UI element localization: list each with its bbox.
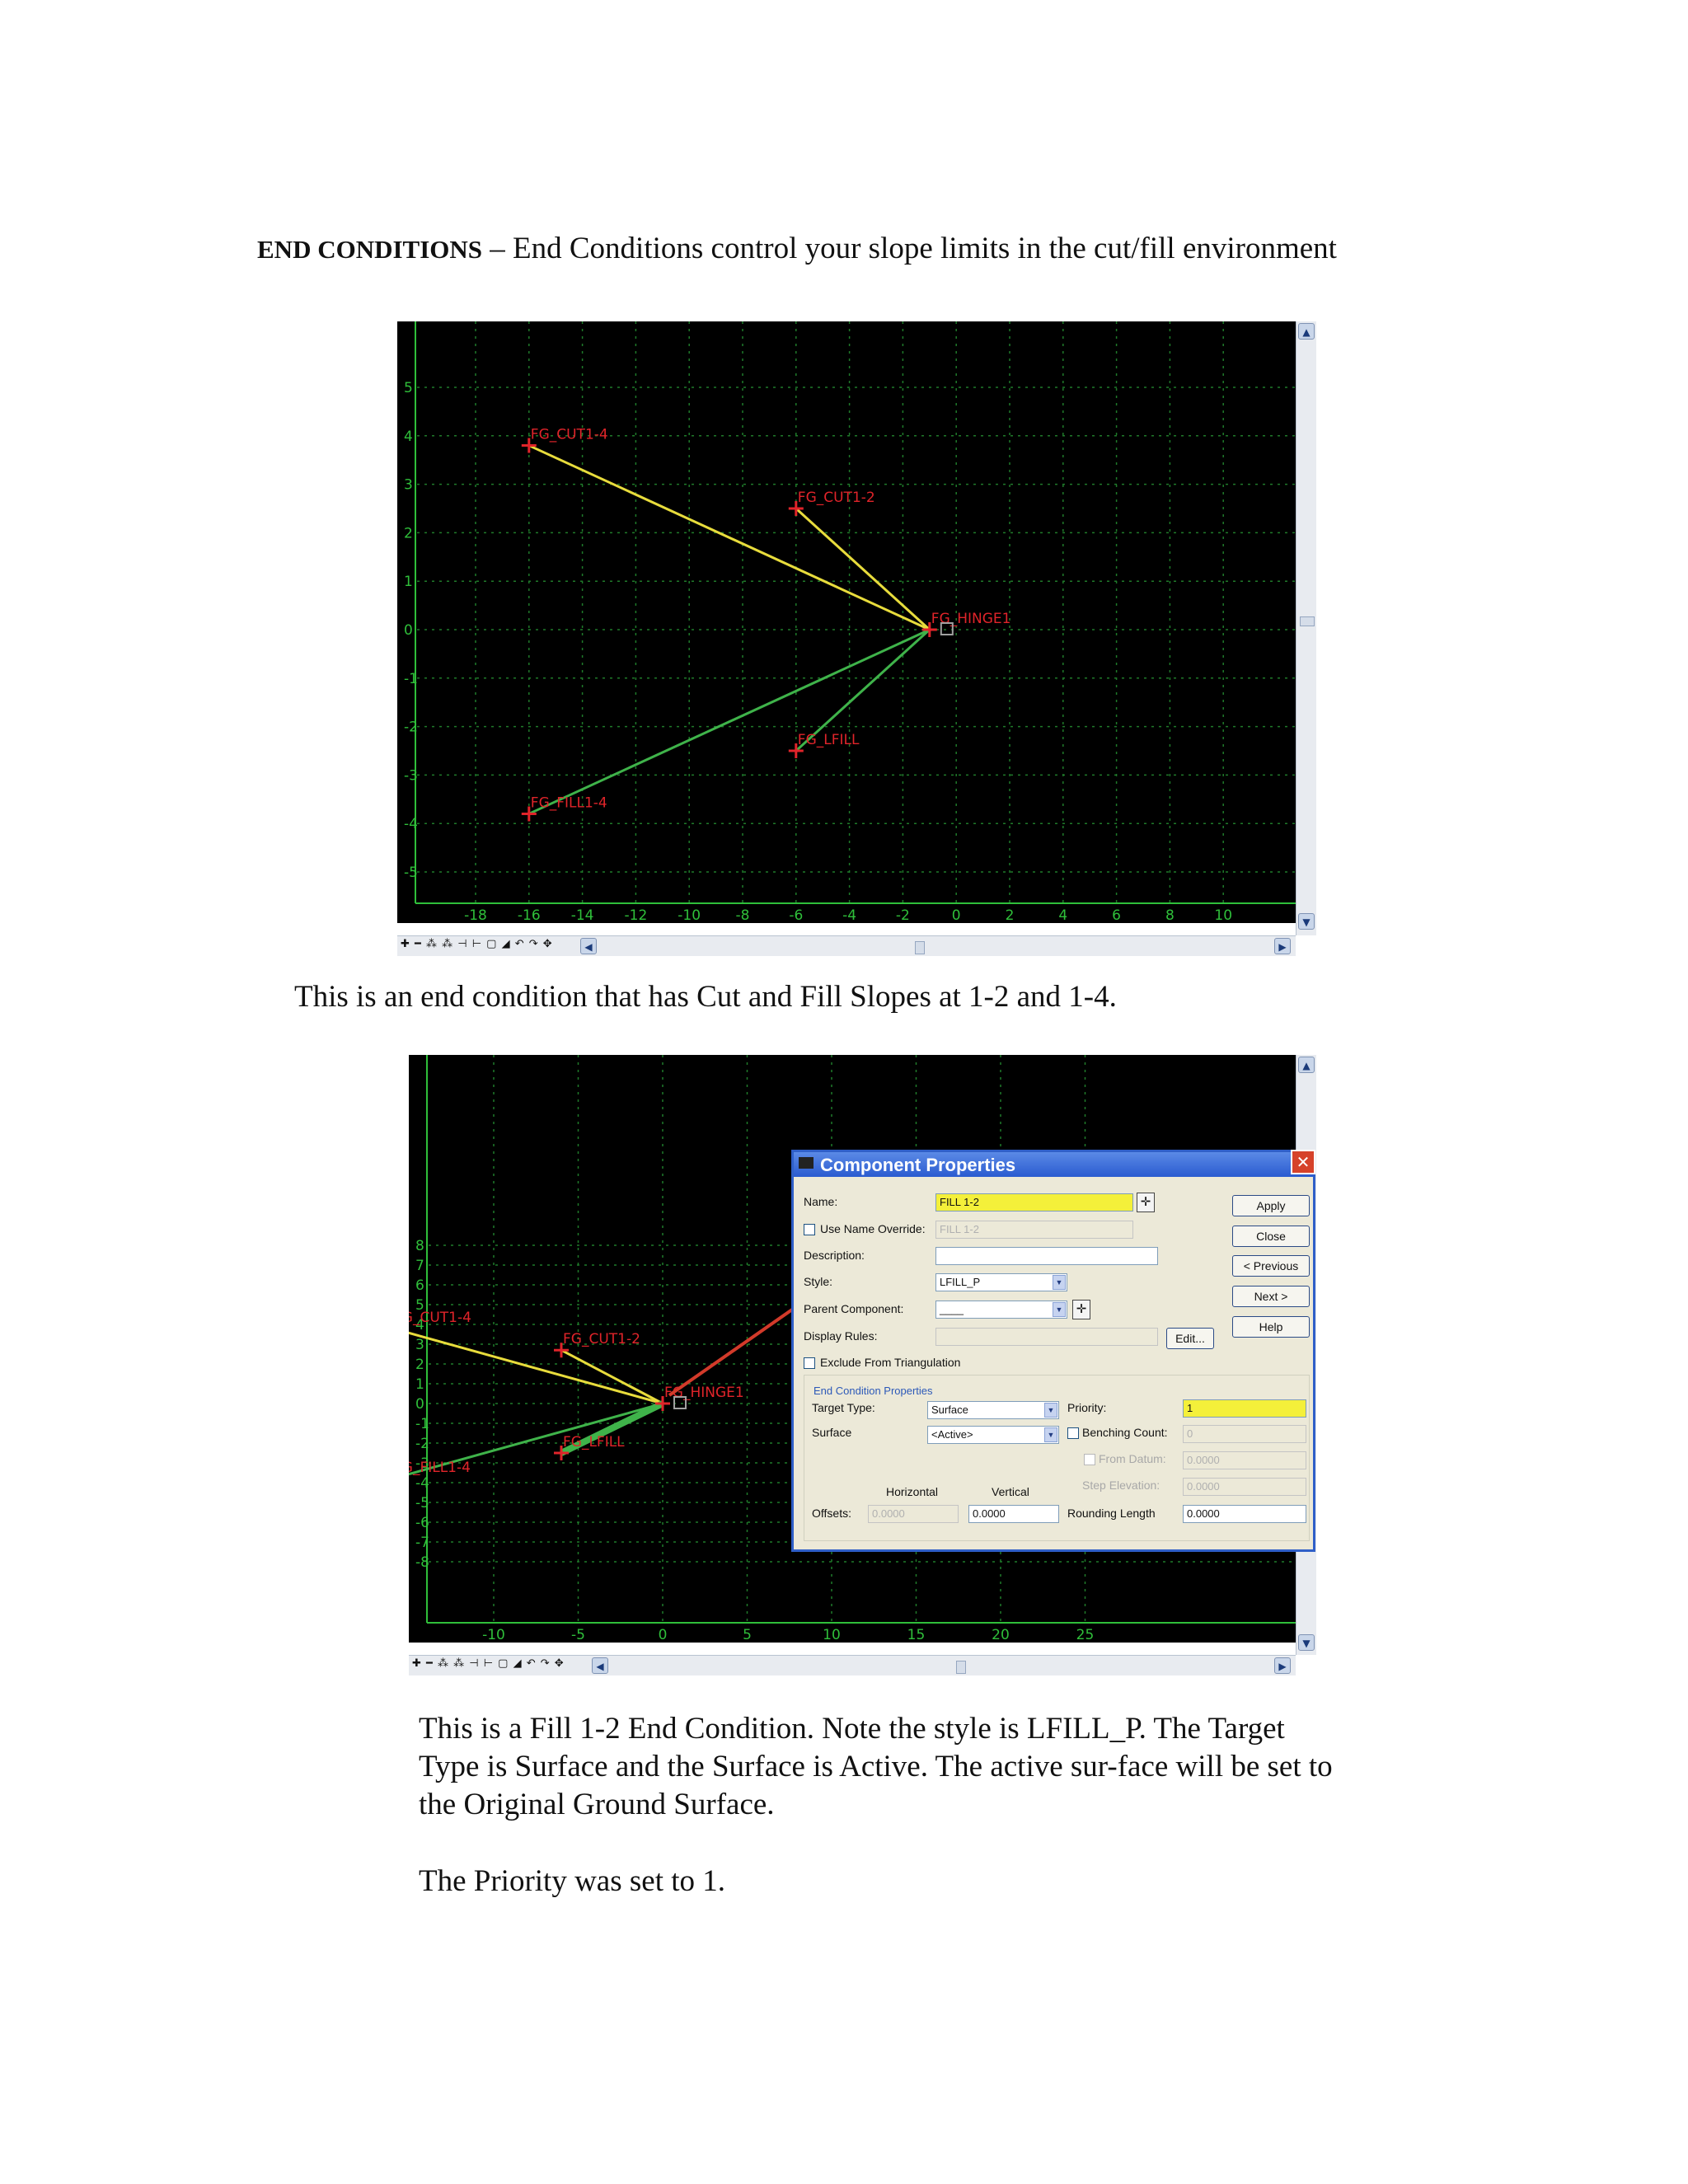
scroll-left-icon[interactable]: ◀ [580,938,597,954]
x-tick-label: -8 [735,907,750,923]
target-type-value: Surface [931,1404,968,1416]
style-label: Style: [804,1275,833,1288]
display-rules-label: Display Rules: [804,1329,878,1343]
y-tick-label: 7 [415,1258,424,1274]
x-tick-label: -18 [464,907,487,923]
offsets-label: Offsets: [812,1507,851,1520]
point-label-fill14: FG_FILL1-4 [530,794,607,812]
y-tick-label: -4 [415,1475,429,1492]
name-override-field[interactable]: FILL 1-2 [935,1221,1133,1239]
use-name-override-checkbox[interactable] [804,1224,815,1235]
close-button[interactable]: Close [1232,1226,1310,1247]
view-toolbar-1 [397,935,1296,956]
chevron-down-icon[interactable]: ▼ [1053,1275,1066,1290]
y-tick-label: 2 [415,1357,424,1373]
point-label-lfill: FG_LFILL [797,732,860,748]
surface-value: <Active> [931,1428,973,1441]
offset-vertical-field[interactable]: 0.0000 [968,1505,1059,1523]
x-tick-label: -6 [789,907,804,923]
x-tick-label: 10 [823,1627,841,1643]
x-tick-label: 4 [1058,907,1068,923]
scroll-down-icon[interactable]: ▼ [1298,913,1315,930]
from-datum-field[interactable]: 0.0000 [1183,1451,1306,1469]
chevron-down-icon[interactable]: ▼ [1044,1427,1057,1442]
point-label-cut12: FG_CUT1-2 [797,490,875,506]
y-tick-label: -5 [404,865,418,881]
scroll-left-icon[interactable]: ◀ [592,1657,608,1674]
y-tick-label: -1 [415,1416,429,1432]
x-tick-label: 20 [992,1627,1010,1643]
y-tick-label: -6 [415,1515,429,1531]
x-tick-label: 0 [658,1627,668,1643]
rounding-length-label: Rounding Length [1067,1507,1156,1520]
exclude-triangulation-label: Exclude From Triangulation [820,1356,961,1369]
step-elevation-field[interactable]: 0.0000 [1183,1478,1306,1496]
scroll-right-icon[interactable]: ▶ [1274,1657,1291,1674]
y-tick-label: 5 [415,1297,424,1314]
parent-pick-icon[interactable]: ✛ [1072,1300,1090,1319]
y-tick-label: 3 [415,1337,424,1353]
cross-section-view-1[interactable] [397,321,1296,923]
cross-section-canvas-1 [397,321,1296,923]
y-tick-label: 0 [415,1396,424,1413]
y-tick-label: 0 [404,622,413,639]
scroll-up-icon[interactable]: ▲ [1298,1057,1315,1073]
style-value: LFILL_P [940,1276,981,1288]
caption-2: This is a Fill 1-2 End Condition. Note the style is LFILL_P. The Target Type is Surface and the Surface is Active. The active sur-face will be set to the Original Ground Surface. [419,1712,1333,1821]
y-tick-label: -2 [415,1436,429,1452]
x-tick-label: 5 [743,1627,752,1643]
step-elevation-label: Step Elevation: [1082,1479,1160,1492]
y-tick-label: -4 [404,816,418,833]
hscroll-thumb[interactable] [915,941,925,954]
x-tick-label: -4 [842,907,857,923]
app-icon [799,1157,814,1169]
section-heading [257,231,1337,266]
chevron-down-icon[interactable]: ▼ [1053,1302,1066,1317]
y-tick-label: -5 [415,1495,429,1511]
benching-count-label: Benching Count: [1082,1426,1168,1439]
y-tick-label: 6 [415,1277,424,1294]
parent-component-label: Parent Component: [804,1302,904,1315]
component-properties-dialog [791,1150,1315,1552]
point-label-cut14: _CUT1-4 [412,1309,471,1326]
surface-select[interactable] [927,1426,1059,1444]
parent-component-value: ____ [940,1303,964,1315]
horizontal-label: Horizontal [886,1485,939,1498]
heading-text: – End Conditions control your slope limits in the cut/fill environment [482,232,1337,265]
slope-line-cut12 [561,1350,663,1404]
from-datum-checkbox[interactable] [1084,1454,1095,1465]
y-tick-label: 4 [415,1317,424,1333]
scroll-right-icon[interactable]: ▶ [1274,938,1291,954]
apply-button[interactable]: Apply [1232,1195,1310,1216]
y-tick-label: -8 [415,1554,429,1571]
x-tick-label: -16 [517,907,541,923]
y-tick-label: 4 [404,428,413,445]
edit-button[interactable]: Edit... [1166,1328,1214,1349]
view-tools-icons[interactable]: ✚ ━ ⁂ ⁂ ⊣ ⊢ ▢ ◢ ↶ ↷ ✥ [412,1657,565,1670]
y-tick-label: -3 [404,767,418,785]
target-type-label: Target Type: [812,1401,875,1414]
use-name-override-label: Use Name Override: [820,1222,926,1235]
description-label: Description: [804,1249,865,1262]
point-label-hinge: FG_HINGE1 [664,1385,744,1401]
y-tick-label: -3 [415,1455,429,1472]
slope-line-cut14 [529,446,930,630]
x-tick-label: 8 [1165,907,1175,923]
name-pick-icon[interactable]: ✛ [1137,1193,1155,1212]
point-label-hinge: FG_HINGE1 [931,611,1011,627]
scroll-down-icon[interactable]: ▼ [1298,1634,1315,1651]
benching-count-field[interactable]: 0 [1183,1425,1306,1443]
from-datum-label: From Datum: [1099,1452,1166,1465]
x-tick-label: 6 [1112,907,1122,923]
rounding-length-field[interactable]: 0.0000 [1183,1505,1306,1523]
x-tick-label: -14 [570,907,594,923]
chevron-down-icon[interactable]: ▼ [1044,1403,1057,1418]
y-tick-label: 1 [415,1376,424,1393]
view-toolbar-2 [409,1655,1296,1675]
caption-1: This is an end condition that has Cut and Fill Slopes at 1-2 and 1-4. [294,980,1117,1014]
dialog-title-bar[interactable] [794,1152,1313,1177]
end-condition-group-label: End Condition Properties [814,1385,933,1397]
name-label: Name: [804,1195,838,1208]
offset-horizontal-field[interactable]: 0.0000 [868,1505,959,1523]
surface-label: Surface [812,1426,852,1439]
benching-count-checkbox[interactable] [1067,1427,1079,1439]
y-tick-label: -1 [404,670,418,687]
x-tick-label: 2 [1005,907,1015,923]
exclude-triangulation-checkbox[interactable] [804,1357,815,1369]
y-tick-label: 3 [404,476,413,494]
y-tick-label: 2 [404,525,413,542]
view-tools-icons[interactable]: ✚ ━ ⁂ ⁂ ⊣ ⊢ ▢ ◢ ↶ ↷ ✥ [401,938,553,950]
x-tick-label: -2 [895,907,910,923]
parent-component-select[interactable] [935,1301,1067,1319]
x-tick-label: -12 [624,907,648,923]
heading-bold: END CONDITIONS [257,235,483,264]
x-tick-label: 0 [951,907,961,923]
help-button[interactable]: Help [1232,1316,1310,1338]
priority-field[interactable]: 1 [1183,1399,1306,1418]
slope-line-cut12 [796,509,930,630]
name-field[interactable]: FILL 1-2 [935,1193,1133,1212]
point-label-cut12: FG_CUT1-2 [563,1331,640,1348]
close-icon[interactable]: ✕ [1291,1150,1315,1174]
x-tick-label: -10 [678,907,701,923]
x-tick-label: -10 [482,1627,505,1643]
x-tick-label: 25 [1076,1627,1095,1643]
x-tick-label: 15 [907,1627,926,1643]
point-label-cut14: FG_CUT1-4 [530,426,608,443]
point-label-lfill: FG_LFILL [563,1434,625,1451]
previous-button[interactable]: < Previous [1232,1255,1310,1277]
scroll-up-icon[interactable]: ▲ [1298,323,1315,340]
scroll-thumb[interactable] [1300,616,1315,626]
y-tick-label: -2 [404,719,418,736]
x-tick-label: -5 [571,1627,585,1643]
y-tick-label: 1 [404,574,413,591]
x-tick-label: 10 [1214,907,1233,923]
vertical-scrollbar-1[interactable] [1296,321,1316,935]
caption-3: The Priority was set to 1. [419,1864,726,1898]
dialog-title: Component Properties [820,1155,1016,1175]
y-tick-label: 5 [404,380,413,396]
style-select[interactable] [935,1273,1067,1291]
vertical-label: Vertical [992,1485,1029,1498]
display-rules-field[interactable] [935,1328,1158,1346]
hscroll-thumb[interactable] [956,1661,966,1674]
y-tick-label: -7 [415,1535,429,1551]
target-type-select[interactable] [927,1401,1059,1419]
description-field[interactable] [935,1247,1158,1265]
y-tick-label: 8 [415,1238,424,1254]
next-button[interactable]: Next > [1232,1286,1310,1307]
point-label-fill14: _FILL1-4 [412,1460,471,1477]
priority-label: Priority: [1067,1401,1107,1414]
slope-line-fill14 [529,630,930,813]
